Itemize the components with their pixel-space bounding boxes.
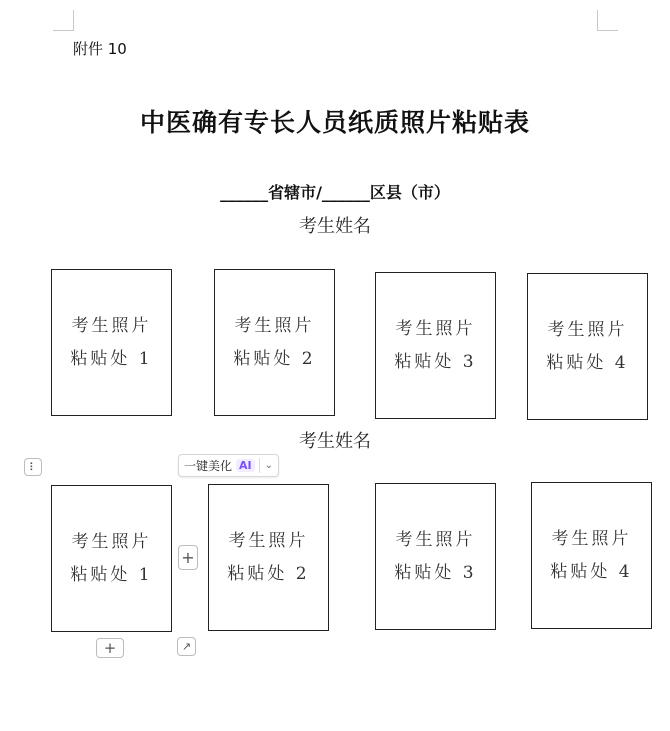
photo-box-1 [51, 485, 172, 632]
examinee-name-label: 考生姓名 [299, 431, 371, 452]
photo-label-line2: 粘贴处 2 [227, 563, 310, 584]
page-corner-top-left [53, 10, 74, 31]
photo-label-line1: 考生照片 [71, 531, 152, 552]
photo-box-3 [375, 272, 496, 419]
photo-label-line1: 考生照片 [234, 315, 315, 336]
attachment-label: 附件 10 [73, 40, 127, 58]
document-title: 中医确有专长人员纸质照片粘贴表 [139, 108, 530, 137]
photo-box-1 [51, 269, 172, 416]
page-corner-top-right [597, 10, 618, 31]
resize-icon[interactable]: ↗ [177, 637, 196, 656]
add-row-button[interactable] [96, 638, 124, 658]
beautify-button[interactable]: 一键美化 [184, 459, 233, 473]
photo-label-line2: 粘贴处 1 [70, 564, 153, 585]
photo-label-line1: 考生照片 [395, 318, 476, 339]
photo-box-2 [208, 484, 329, 631]
region-line: ______省辖市/______区县（市） [220, 183, 450, 202]
add-column-button[interactable] [178, 545, 198, 570]
chevron-down-icon[interactable]: ⌄ [264, 460, 274, 471]
drag-handle-icon[interactable]: ⠇ [24, 458, 42, 476]
photo-label-line1: 考生照片 [395, 529, 476, 550]
photo-label-line2: 粘贴处 3 [394, 351, 477, 372]
photo-label-line2: 粘贴处 3 [394, 562, 477, 583]
photo-box-2 [214, 269, 335, 416]
photo-label-line2: 粘贴处 4 [546, 352, 629, 373]
plus-icon: + [103, 639, 117, 657]
ai-badge: AI [236, 459, 255, 472]
photo-label-line1: 考生照片 [547, 319, 628, 340]
photo-label-line1: 考生照片 [71, 315, 152, 336]
beautify-toolbar [178, 454, 279, 477]
plus-icon: + [181, 548, 195, 567]
photo-label-line2: 粘贴处 2 [233, 348, 316, 369]
photo-label-line1: 考生照片 [551, 528, 632, 549]
photo-box-4 [527, 273, 648, 420]
photo-label-line2: 粘贴处 1 [70, 348, 153, 369]
photo-label-line1: 考生照片 [228, 530, 309, 551]
photo-label-line2: 粘贴处 4 [550, 561, 633, 582]
examinee-name-label: 考生姓名 [299, 216, 371, 237]
photo-box-4 [531, 482, 652, 629]
photo-box-3 [375, 483, 496, 630]
